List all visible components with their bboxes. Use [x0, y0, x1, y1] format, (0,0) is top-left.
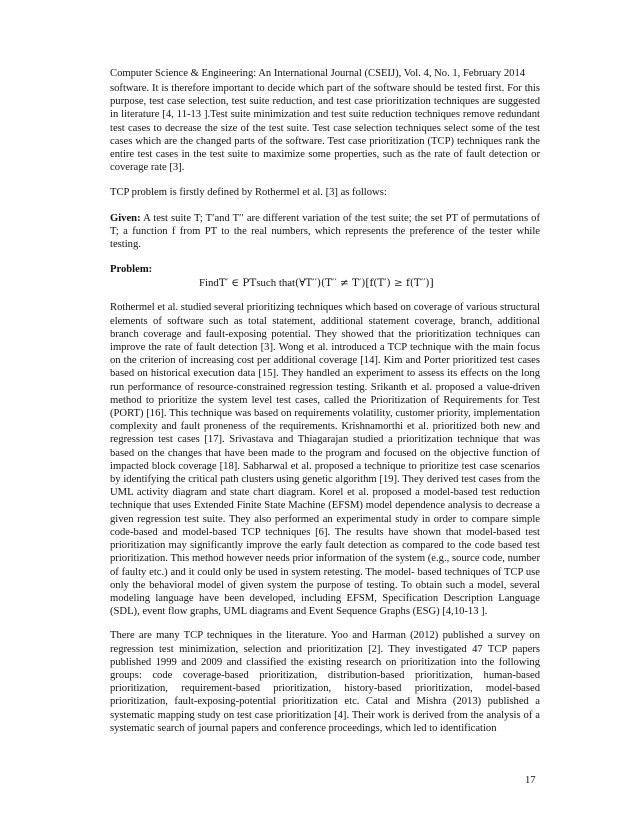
- formula-find-word: Find: [199, 277, 219, 290]
- running-header: Computer Science & Engineering: An International Journal (CSEIJ), Vol. 4, No. 1, February 2014: [110, 68, 526, 79]
- paragraph-related-work: Rothermel et al. studied several prioritizing techniques which based on coverage of various structural elements of software such as total statement, additional statement coverage, branch, additional branch coverage and fault-exposing potential. They showed that the prioritization techniques can improve the rate of fault detection [3]. Wong et al. introduced a TCP technique with the main focus on the criterion of increasing cost per additional coverage [14]. Kim and Porter prioritized test cases based on historical execution data [15]. They handled an experiment to assess its effects on the long run performance of resource-constrained regression testing. Srikanth et al. proposed a value-driven method to prioritize the system level test cases, called the Prioritization of Requirements for Test (PORT) [16]. This technique was based on requirements volatility, customer priority, implementation complexity and fault proneness of the requirements. Krishnamorthi et al. prioritized both new and regression test cases [17]. Srivastava and Thiagarajan studied a prioritization technique that was based on the changes that have been made to the program and focused on the objective function of impacted block coverage [18]. Sabharwal et al. proposed a technique to prioritize test case scenarios by identifying the critical path clusters using genetic algorithm [19]. They derived test cases from the UML activity diagram and state chart diagram. Korel et al. proposed a model-based test reduction technique that uses Extended Finite State Machine (EFSM) model dependence analysis to decrease a given regression test suite. They also performed an experimental study in order to compare simple code-based and model-based TCP techniques [6]. The results have shown that model-based test prioritization may significantly improve the early fault detection as compared to the code based test prioritization. This method however needs prior information of the system (e.g., source code, number of faulty etc.) and it could only be used in system retesting. The model- based techniques of TCP use only the behavioral model of given system the purpose of testing. To obtain such a model, several modeling language have been developed, including EFSM, Specification Description Language (SDL), event flow graphs, UML diagrams and Event Sequence Graphs (ESG) [4,10-13 ].: [110, 302, 540, 618]
- paragraph-survey: There are many TCP techniques in the literature. Yoo and Harman (2012) published a survey on regression test minimization, selection and prioritization [2]. They investigated 47 TCP papers published 1999 and 2009 and classified the existing research on prioritization into the following groups: code coverage-based prioritization, distribution-based prioritization, human-based prioritization, requirement-based prioritization, history-based prioritization, model-based prioritization, fault-exposing-potential prioritization etc. Catal and Mishra (2013) published a systematic mapping study on test case prioritization [4]. Their work is derived from the analysis of a systematic search of journal papers and conference proceedings, which led to identification: [110, 630, 540, 734]
- paragraph-tcp-definition-intro: TCP problem is firstly defined by Rothermel et al. [3] as follows:: [110, 187, 387, 199]
- formula-membership: T′ ∈ PT: [218, 277, 257, 290]
- problem-formula: [110, 277, 540, 290]
- formula-condition: (∀T′′)(T′′ ≠ T′)[f(T′) ≥ f(T′′)]: [295, 277, 434, 290]
- paragraph-test-techniques: software. It is therefore important to decide which part of the software should be tested first. For this purpose, test case selection, test suite reduction, and test case prioritization techniques are suggested in literature [4, 11-13 ].Test suite minimization and test suite reduction techniques remove redundant test cases to decrease the size of the test suite. Test case selection techniques select some of the test cases which are the changed parts of the software. Test case prioritization (TCP) techniques rank the entire test cases in the test suite to maximize some properties, such as the rate of fault detection or coverage rate [3].: [110, 83, 540, 174]
- formula-such-that: such that: [256, 277, 296, 290]
- body-text: [110, 82, 540, 746]
- given-label: Given:: [110, 212, 141, 224]
- page-number: 17: [525, 775, 536, 786]
- problem-heading: Problem:: [110, 264, 153, 276]
- paragraph-given: [110, 212, 540, 252]
- given-text: A test suite T; T′and T′′ are different variation of the test suite; the set PT of permutations of T; a function f from PT to the real numbers, which represents the preference of the tester while testing.: [110, 212, 540, 251]
